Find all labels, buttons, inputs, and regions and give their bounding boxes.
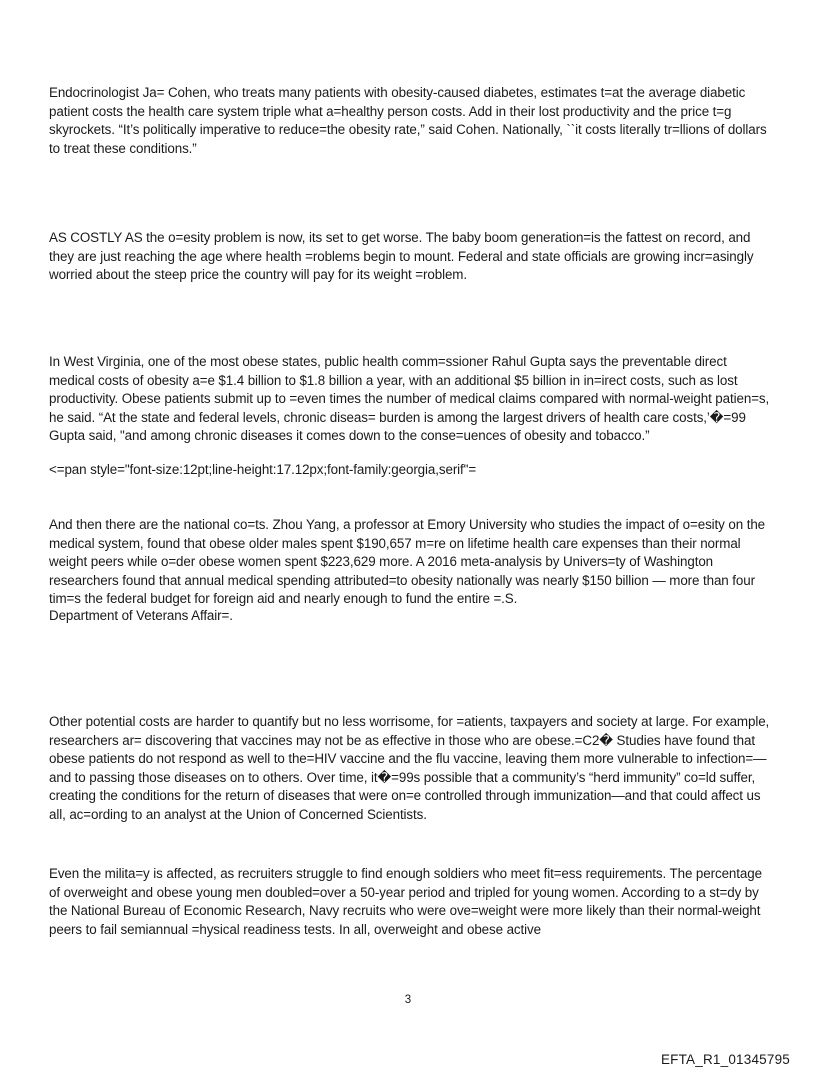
body-paragraph-national-costs: And then there are the national co=ts. Zhou Yang, a professor at Emory University who studies the impact of o=esity on the medical system, found that obese older males spent $190,657 m=re on lifetime health care expenses than their normal weight peers while o=der obese women spent $223,629 more. A 2016 meta-analysis by Univers=ty of Washington researchers found that annual medical spending attributed=to obesity nationally was nearly $150 billion — more than four tim=s the federal budget for foreign aid and nearly enough to fund the entire =.S. <box>49 517 766 607</box>
body-paragraph-vaccines: Other potential costs are harder to quantify but no less worrisome, for =atients, taxpayers and society at large. For example, researchers ar= discovering that vaccines may not be as effective in those who are obese.=C2� Studies have found that obese patients do not respond as well to the=HIV vaccine and the flu vaccine, leaving them more vulnerable to infection=— and to passing those diseases on to others. Over time, it�=99s possible that a community’s “herd immunity” co=ld suffer, creating the conditions for the return of diseases that were on=e controlled through immunization—and that could affect us all, ac=ording to an analyst at the Union of Concerned Scientists. <box>49 714 770 822</box>
body-paragraph-veterans-affairs: Department of Veterans Affair=. <box>49 608 233 623</box>
body-paragraph-west-virginia: In West Virginia, one of the most obese states, public health comm=ssioner Rahul Gupta says the preventable direct medical costs of obesity a=e $1.4 billion to $1.8 billion a year, with an additional $5 billion in in=irect costs, such as lost productivity. Obese patients submit up to =even times the number of medical claims compared with normal-weight patien=s, he said. “At the state and federal levels, chronic diseas= burden is among the largest drivers of health care costs,’�=99 Gupta said, "and among chronic diseases it comes down to the conse=uences of obesity and tobacco.” <box>49 354 770 444</box>
body-paragraph-obesity-problem: AS COSTLY AS the o=esity problem is now, its set to get worse. The baby boom generation=is the fattest on record, and they are just reaching the age where health =roblems begin to mount. Federal and state officials are growing incr=asingly worried about the steep price the country will pay for its weight =roblem. <box>49 230 754 283</box>
page-number: 3 <box>404 994 412 1006</box>
document-id-stamp: EFTA_R1_01345795 <box>660 1052 790 1067</box>
body-paragraph-military: Even the milita=y is affected, as recruiters struggle to find enough soldiers who meet fit=ess requirements. The percentage of overweight and obese young men doubled=over a 50-year period and tripled for young women. According to a st=dy by the National Bureau of Economic Research, Navy recruits who were ove=weight were more likely than their normal-weight peers to fail semiannual =hysical readiness tests. In all, overweight and obese active <box>49 866 762 937</box>
body-paragraph-html-artifact: <=pan style="font-size:12pt;line-height:17.12px;font-family:georgia,serif"= <box>49 462 477 477</box>
body-paragraph-diabetes-costs: Endocrinologist Ja= Cohen, who treats many patients with obesity-caused diabetes, estimates t=at the average diabetic patient costs the health care system triple what a=healthy person costs. Add in their lost productivity and the price t=g skyrockets. “It’s politically imperative to reduce=the obesity rate,” said Cohen. Nationally, ``it costs literally tr=llions of dollars to treat these conditions.” <box>49 85 767 156</box>
